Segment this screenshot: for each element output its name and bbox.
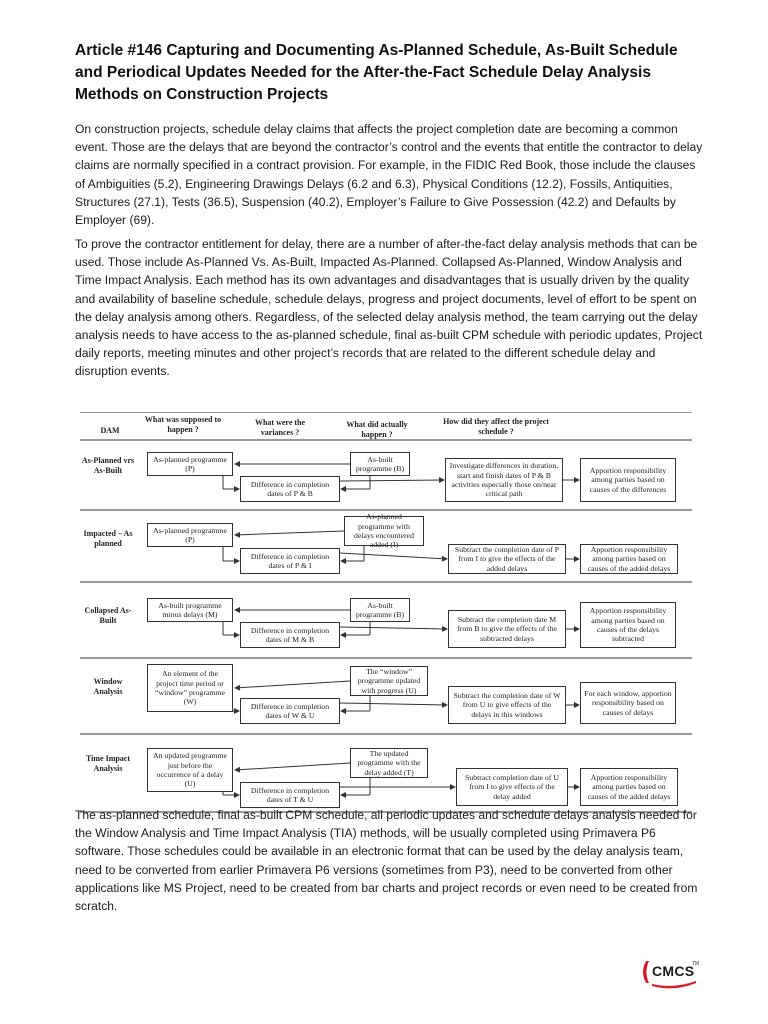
box-result: For each window, apportion responsibility based on causes of delays: [580, 682, 676, 724]
box-window-updated: The “window” programme updated with progress (U): [350, 666, 428, 696]
arrow-variance-to-effect-3: [340, 627, 447, 629]
header-variances: What were the variances ?: [254, 418, 306, 437]
article-title: Article #146 Capturing and Documenting As-Planned Schedule, As-Built Schedule and Periodical Updates Needed for the After-the-Fact Schedule Delay Analysis Methods on Construction Projects: [75, 42, 678, 103]
header-effect: How did they affect the project schedule ?: [443, 417, 549, 436]
box-as-built-programme: As-built programme (B): [350, 452, 410, 476]
header-actual: What did actually happen ?: [346, 420, 408, 439]
cmcs-logo: [640, 955, 700, 989]
arrow-actual-to-planned-2: [235, 531, 344, 535]
box-as-planned-with-delays: As-planned programme with delays encountered added (I): [344, 516, 424, 546]
paragraph-primavera: The as-planned schedule, final as-built CPM schedule, all periodic updates and schedule delays analysis needed for the Window Analysis and Time Impact Analysis (TIA) methods, will be usually completed using Primavera P6 software. Those schedules could be available in an electronic format that can be used by the delay analysis team, need to be converted from earlier Primavera P6 versions (sometimes from P3), need to be converted from other applications like MS Project, need to be created from bar charts and project records or even need to be created from scratch.: [75, 808, 698, 914]
arrow-variance-to-effect-4: [340, 703, 447, 705]
box-variance: Difference in completion dates of W & U: [240, 698, 340, 724]
row-label-collapsed-as-built: Collapsed As-Built: [84, 606, 132, 625]
paragraph-intro: On construction projects, schedule delay claims that affects the project completion date are becoming a common event. Those are the delays that are beyond the contractor’s control and the events that entitle the contractor to delay claims are normally specified in a contract provision. For example, in the FIDIC Red Book, those include the clauses of Ambiguities (5.2), Engineering Drawings Delays (6.2 and 6.3), Physical Conditions (12.2), Fossils, Antiquities, Structures (27.1), Tests (36.5), Suspension (40.2), Employer’s Failure to Give Possession (42.2) and Defaults by Employer (69).: [75, 122, 703, 228]
box-result: Apportion responsibility among parties based on causes of the differences: [580, 458, 676, 502]
paragraph-methods: To prove the contractor entitlement for delay, there are a number of after-the-fact delay analysis methods that can be used. Those include As-Planned Vs. As-Built, Impacted As-Planned. Collapsed As-Planned, Window Analysis and Time Impact Analysis. Each method has its own advantages and disadvantages that is usually driven by the quality and availability of baseline schedule, schedule delays, progress and project documents, level of effort to be spent on the delay analysis among others. Regardless, of the selected delay analysis method, the team carrying out the delay analysis needs to have access to the as-planned schedule, final as-built CPM schedule with periodic updates, Project daily reports, meeting minutes and other project’s records that are related to the different schedule delay and disruption events.: [75, 237, 703, 379]
box-effect: Subtract the completion date M from B to give the effects of the subtracted delays: [448, 610, 566, 648]
box-variance: Difference in completion dates of M & B: [240, 622, 340, 648]
box-effect: Subtract completion date of U from I to give effects of the delay added: [456, 768, 568, 806]
box-result: Apportion responsibility among parties based on causes of the added delays: [580, 544, 678, 574]
row-label-as-planned-vs-as-built: As-Planned vrs As-Built: [81, 456, 135, 475]
row-label-window-analysis: Window Analysis: [93, 677, 123, 696]
box-as-built-programme: As-built programme (B): [350, 598, 410, 622]
header-supposed: What was supposed to happen ?: [144, 415, 222, 434]
box-as-planned-programme: As-planned programme (P): [147, 452, 233, 476]
box-result: Apportion responsibility among parties based on causes of the added delays: [580, 768, 678, 806]
arrow-variance-to-effect-1: [340, 480, 444, 481]
box-effect: Subtract the completion date of W from U to give effects of the delays in this windows: [448, 686, 566, 724]
logo-trademark: TM: [692, 961, 700, 967]
arrow-actual-to-planned-5: [235, 763, 350, 770]
box-effect: Subtract the completion date of P from I to give the effects of the added delays: [448, 544, 566, 574]
box-variance: Difference in completion dates of P & B: [240, 476, 340, 502]
box-effect: Investigate differences in duration, start and finish dates of P & B activities especially those on/near critical path: [445, 458, 563, 502]
box-variance: Difference in completion dates of P & I: [240, 548, 340, 574]
header-dam: DAM: [100, 426, 120, 435]
box-updated-with-delay: The updated programme with the delay added (T): [350, 748, 428, 778]
arrow-actual-to-planned-4: [235, 681, 350, 688]
box-as-planned-programme: As-planned programme (P): [147, 523, 233, 547]
box-variance: Difference in completion dates of T & U: [240, 782, 340, 808]
arrow-variance-to-effect-2: [340, 553, 447, 559]
row-label-impacted-as-planned: Impacted – As planned: [83, 529, 133, 548]
logo-text: CMCS: [652, 963, 695, 979]
row-label-time-impact-analysis: Time Impact Analysis: [85, 754, 131, 773]
box-result: Apportion responsibility among parties based on causes of the delays subtracted: [580, 602, 676, 648]
box-as-built-minus-delays: As-built programme minus delays (M): [147, 598, 233, 622]
delay-analysis-methods-diagram: [80, 412, 692, 814]
box-window-element: An element of the project time period or “window” programme (W): [147, 664, 233, 712]
box-updated-programme: An updated programme just before the occurrence of a delay (U): [147, 748, 233, 792]
